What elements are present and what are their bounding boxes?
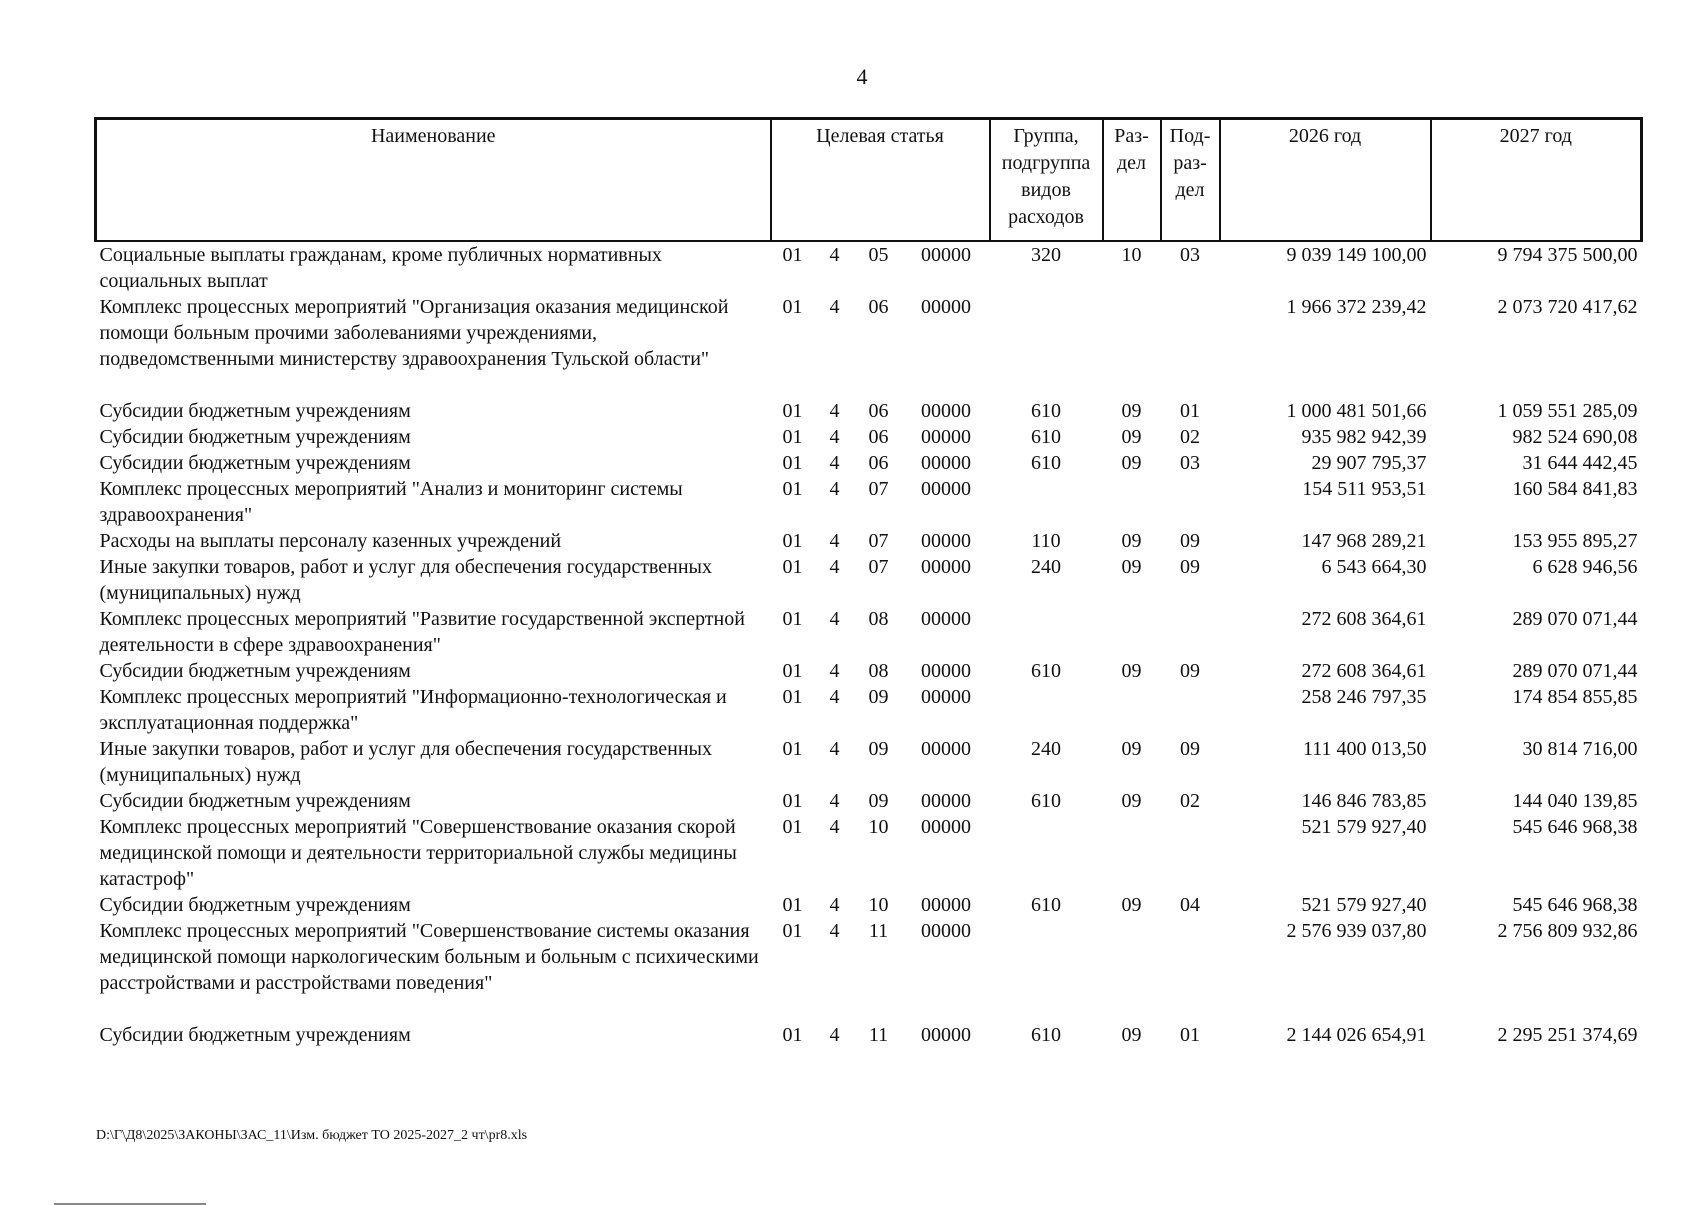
amount-2027: 289 070 071,44 [1512, 607, 1638, 630]
amount-2026: 2 144 026 654,91 [1286, 1023, 1427, 1046]
amount-2026: 521 579 927,40 [1301, 815, 1427, 838]
table-row [96, 736, 1642, 788]
expense-group-code: 610 [1031, 399, 1062, 422]
target-code-1: 01 [782, 1023, 803, 1046]
expense-group-code: 610 [1031, 451, 1062, 474]
amount-2026: 272 608 364,61 [1301, 607, 1427, 630]
expense-group-code: 610 [1031, 893, 1062, 916]
expense-group-code: 320 [1031, 243, 1062, 266]
amount-2027: 160 584 841,83 [1512, 477, 1638, 500]
target-code-2: 4 [829, 425, 840, 448]
row-name: Субсидии бюджетным учреждениям [99, 451, 411, 474]
table-row [96, 241, 1642, 294]
razdel-code [1103, 476, 1161, 528]
amount-2027: 545 646 968,38 [1512, 893, 1638, 916]
target-code-2: 4 [829, 1023, 840, 1046]
podrazdel-code [1161, 814, 1220, 892]
table-row [96, 450, 1642, 476]
table-row [96, 476, 1642, 528]
podrazdel-code: 09 [1180, 659, 1201, 682]
target-code-2: 4 [829, 295, 840, 318]
target-code-1: 01 [782, 425, 803, 448]
table-row [96, 918, 1642, 1022]
row-name: Субсидии бюджетным учреждениям [99, 1023, 411, 1046]
amount-2026: 1 966 372 239,42 [1286, 295, 1427, 318]
razdel-code [1103, 684, 1161, 736]
razdel-code: 09 [1121, 659, 1142, 682]
target-code-1: 01 [782, 607, 803, 630]
amount-2026: 146 846 783,85 [1301, 789, 1427, 812]
amount-2027: 2 756 809 932,86 [1497, 919, 1638, 942]
razdel-code [1103, 606, 1161, 658]
table-row [96, 294, 1642, 398]
razdel-code: 09 [1121, 789, 1142, 812]
amount-2026: 258 246 797,35 [1301, 685, 1427, 708]
target-code-1: 01 [782, 477, 803, 500]
target-code-3: 07 [868, 477, 889, 500]
razdel-code [1103, 918, 1161, 1022]
target-code-3: 10 [868, 893, 889, 916]
target-code-4: 00000 [921, 685, 972, 708]
target-code-1: 01 [782, 815, 803, 838]
amount-2026: 2 576 939 037,80 [1286, 919, 1427, 942]
row-name: Субсидии бюджетным учреждениям [99, 893, 411, 916]
target-code-2: 4 [829, 815, 840, 838]
row-name: Комплекс процессных мероприятий "Развитие государственной экспертной деятельности в сфере здравоохранения" [99, 607, 745, 656]
target-code-4: 00000 [921, 737, 972, 760]
podrazdel-code: 03 [1180, 451, 1201, 474]
amount-2026: 6 543 664,30 [1321, 555, 1427, 578]
target-code-2: 4 [829, 607, 840, 630]
target-code-3: 09 [868, 737, 889, 760]
table-row [96, 684, 1642, 736]
target-code-1: 01 [782, 243, 803, 266]
podrazdel-code: 04 [1180, 893, 1201, 916]
target-code-3: 11 [868, 919, 889, 942]
expense-group-code: 110 [1031, 529, 1061, 552]
target-code-1: 01 [782, 555, 803, 578]
table-body [96, 241, 1642, 1048]
razdel-code: 09 [1121, 737, 1142, 760]
row-name: Комплекс процессных мероприятий "Информационно-технологическая и эксплуатационная поддержка" [99, 685, 727, 734]
target-code-4: 00000 [921, 659, 972, 682]
podrazdel-code: 02 [1180, 789, 1201, 812]
podrazdel-code: 02 [1180, 425, 1201, 448]
target-code-4: 00000 [921, 1023, 972, 1046]
target-code-3: 08 [868, 607, 889, 630]
expense-group-code: 610 [1031, 1023, 1062, 1046]
amount-2027: 6 628 946,56 [1532, 555, 1638, 578]
header-year-2026: 2026 год [1220, 119, 1431, 241]
target-code-4: 00000 [921, 451, 972, 474]
target-code-4: 00000 [921, 295, 972, 318]
target-code-3: 06 [868, 451, 889, 474]
target-code-4: 00000 [921, 399, 972, 422]
expense-group-code [990, 684, 1103, 736]
header-year-2027: 2027 год [1431, 119, 1642, 241]
target-code-1: 01 [782, 919, 803, 942]
target-code-1: 01 [782, 399, 803, 422]
target-code-3: 11 [868, 1023, 889, 1046]
razdel-code: 09 [1121, 425, 1142, 448]
target-code-2: 4 [829, 789, 840, 812]
razdel-code [1103, 294, 1161, 398]
amount-2026: 147 968 289,21 [1301, 529, 1427, 552]
razdel-code: 09 [1121, 399, 1142, 422]
row-name: Субсидии бюджетным учреждениям [99, 399, 411, 422]
target-code-4: 00000 [921, 425, 972, 448]
target-code-3: 07 [868, 529, 889, 552]
budget-table [94, 117, 1643, 1048]
target-code-2: 4 [829, 243, 840, 266]
expense-group-code: 240 [1031, 555, 1062, 578]
expense-group-code [990, 814, 1103, 892]
podrazdel-code: 01 [1180, 399, 1201, 422]
amount-2026: 1 000 481 501,66 [1286, 399, 1427, 422]
target-code-4: 00000 [921, 893, 972, 916]
target-code-2: 4 [829, 529, 840, 552]
target-code-4: 00000 [921, 529, 972, 552]
target-code-2: 4 [829, 893, 840, 916]
expense-group-code: 610 [1031, 659, 1062, 682]
amount-2026: 521 579 927,40 [1301, 893, 1427, 916]
target-code-1: 01 [782, 529, 803, 552]
header-name: Наименование [96, 119, 771, 241]
podrazdel-code [1161, 476, 1220, 528]
target-code-1: 01 [782, 737, 803, 760]
row-name: Комплекс процессных мероприятий "Организация оказания медицинской помощи больным прочими заболеваниями учреждениями, подведомственными министерству здравоохранения Тульской области" [99, 295, 729, 370]
amount-2026: 111 400 013,50 [1303, 737, 1427, 760]
table-row [96, 554, 1642, 606]
target-code-4: 00000 [921, 815, 972, 838]
target-code-3: 09 [868, 789, 889, 812]
razdel-code [1103, 814, 1161, 892]
row-name: Комплекс процессных мероприятий "Совершенствование оказания скорой медицинской помощи и деятельности территориальной службы медицины катастроф" [99, 815, 737, 890]
podrazdel-code: 09 [1180, 737, 1201, 760]
table-row [96, 892, 1642, 918]
header-expense-group: Группа, подгруппа видов расходов [990, 119, 1103, 241]
expense-group-code [990, 476, 1103, 528]
row-name: Иные закупки товаров, работ и услуг для обеспечения государственных (муниципальных) нужд [99, 737, 712, 786]
amount-2027: 2 295 251 374,69 [1497, 1023, 1638, 1046]
target-code-1: 01 [782, 659, 803, 682]
expense-group-code [990, 918, 1103, 1022]
target-code-2: 4 [829, 451, 840, 474]
table-row [96, 606, 1642, 658]
amount-2027: 9 794 375 500,00 [1497, 243, 1638, 266]
expense-group-code: 610 [1031, 789, 1062, 812]
podrazdel-code [1161, 684, 1220, 736]
amount-2027: 2 073 720 417,62 [1497, 295, 1638, 318]
podrazdel-code: 09 [1180, 529, 1201, 552]
target-code-2: 4 [829, 737, 840, 760]
target-code-1: 01 [782, 295, 803, 318]
target-code-3: 08 [868, 659, 889, 682]
target-code-3: 09 [868, 685, 889, 708]
row-name: Иные закупки товаров, работ и услуг для обеспечения государственных (муниципальных) нужд [99, 555, 712, 604]
expense-group-code [990, 294, 1103, 398]
target-code-3: 07 [868, 555, 889, 578]
razdel-code: 09 [1121, 451, 1142, 474]
target-code-1: 01 [782, 685, 803, 708]
amount-2027: 144 040 139,85 [1512, 789, 1638, 812]
target-code-4: 00000 [921, 243, 972, 266]
target-code-4: 00000 [921, 919, 972, 942]
amount-2027: 1 059 551 285,09 [1497, 399, 1638, 422]
amount-2026: 9 039 149 100,00 [1286, 243, 1427, 266]
amount-2027: 31 644 442,45 [1522, 451, 1638, 474]
amount-2027: 545 646 968,38 [1512, 815, 1638, 838]
target-code-3: 05 [868, 243, 889, 266]
amount-2026: 154 511 953,51 [1302, 477, 1427, 500]
podrazdel-code: 03 [1180, 243, 1201, 266]
row-name: Комплекс процессных мероприятий "Анализ и мониторинг системы здравоохранения" [99, 477, 683, 526]
razdel-code: 10 [1121, 243, 1142, 266]
target-code-4: 00000 [921, 607, 972, 630]
expense-group-code: 240 [1031, 737, 1062, 760]
table-header [96, 119, 1642, 241]
row-name: Субсидии бюджетным учреждениям [99, 425, 411, 448]
podrazdel-code: 09 [1180, 555, 1201, 578]
target-code-4: 00000 [921, 477, 972, 500]
row-name: Социальные выплаты гражданам, кроме публичных нормативных социальных выплат [99, 243, 662, 292]
amount-2027: 153 955 895,27 [1512, 529, 1638, 552]
amount-2027: 30 814 716,00 [1522, 737, 1638, 760]
target-code-2: 4 [829, 477, 840, 500]
razdel-code: 09 [1121, 893, 1142, 916]
target-code-3: 10 [868, 815, 889, 838]
podrazdel-code [1161, 918, 1220, 1022]
target-code-2: 4 [829, 555, 840, 578]
target-code-4: 00000 [921, 555, 972, 578]
table-row [96, 398, 1642, 424]
expense-group-code [990, 606, 1103, 658]
target-code-1: 01 [782, 451, 803, 474]
table-row [96, 814, 1642, 892]
header-target-article: Целевая статья [771, 119, 990, 241]
razdel-code: 09 [1121, 555, 1142, 578]
podrazdel-code: 01 [1180, 1023, 1201, 1046]
podrazdel-code [1161, 294, 1220, 398]
expense-group-code: 610 [1031, 425, 1062, 448]
podrazdel-code [1161, 606, 1220, 658]
page-number: 4 [856, 64, 868, 89]
target-code-2: 4 [829, 685, 840, 708]
target-code-3: 06 [868, 399, 889, 422]
table-row [96, 528, 1642, 554]
razdel-code: 09 [1121, 529, 1142, 552]
amount-2026: 935 982 942,39 [1301, 425, 1427, 448]
table-row [96, 424, 1642, 450]
row-name: Расходы на выплаты персоналу казенных учреждений [99, 529, 562, 552]
amount-2027: 289 070 071,44 [1512, 659, 1638, 682]
target-code-4: 00000 [921, 789, 972, 812]
table-row [96, 788, 1642, 814]
amount-2027: 174 854 855,85 [1512, 685, 1638, 708]
target-code-2: 4 [829, 919, 840, 942]
target-code-3: 06 [868, 425, 889, 448]
target-code-1: 01 [782, 893, 803, 916]
file-path-footer: D:\Г\Д8\2025\ЗАКОНЫ\ЗАС_11\Изм. бюджет ТО 2025-2027_2 чт\pr8.xls [96, 1128, 528, 1143]
header-podrazdel: Под- раз- дел [1161, 119, 1220, 241]
row-name: Субсидии бюджетным учреждениям [99, 659, 411, 682]
target-code-1: 01 [782, 789, 803, 812]
header-razdel: Раз- дел [1103, 119, 1161, 241]
amount-2026: 29 907 795,37 [1311, 451, 1427, 474]
target-code-3: 06 [868, 295, 889, 318]
amount-2026: 272 608 364,61 [1301, 659, 1427, 682]
target-code-2: 4 [829, 659, 840, 682]
razdel-code: 09 [1121, 1023, 1142, 1046]
row-name: Субсидии бюджетным учреждениям [99, 789, 411, 812]
table-row [96, 1022, 1642, 1048]
table-row [96, 658, 1642, 684]
amount-2027: 982 524 690,08 [1512, 425, 1638, 448]
target-code-2: 4 [829, 399, 840, 422]
row-name: Комплекс процессных мероприятий "Совершенствование системы оказания медицинской помощи наркологическим больным и больным с психическими расстройствами и расстройствами поведения" [99, 919, 759, 994]
